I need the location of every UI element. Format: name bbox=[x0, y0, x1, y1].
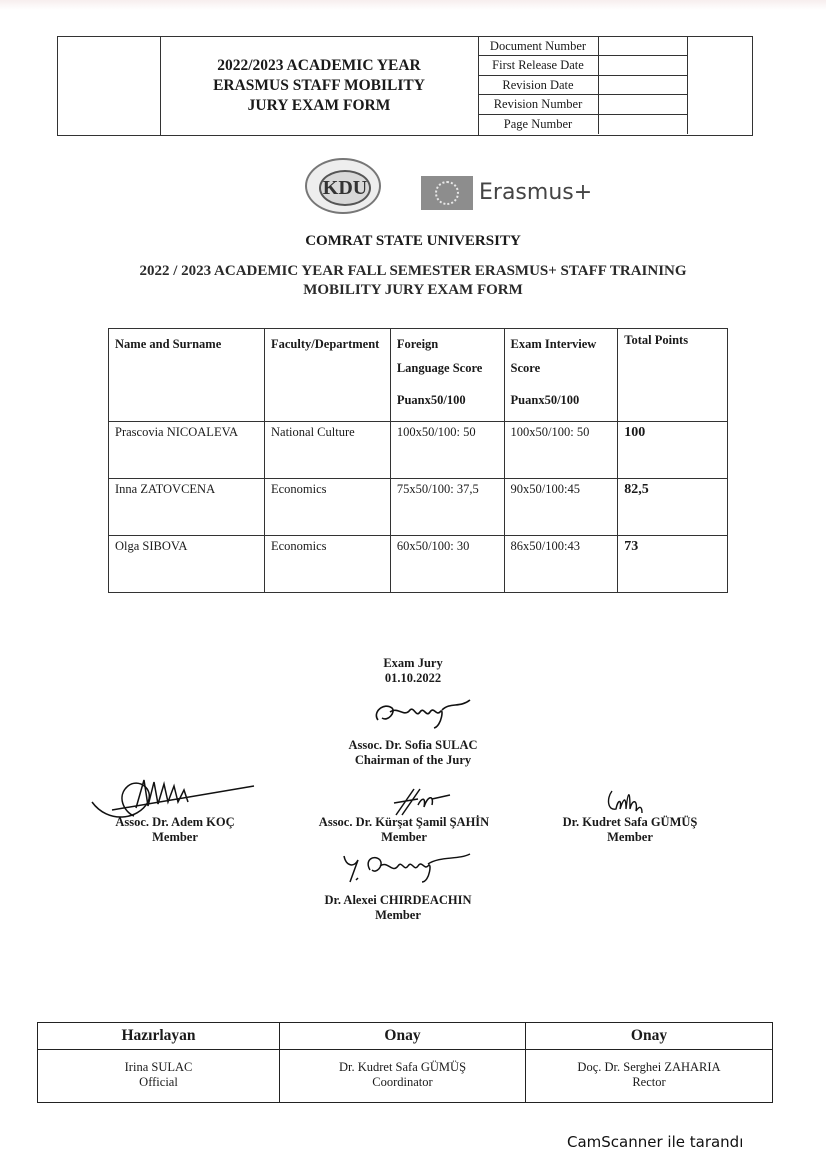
header-meta-table bbox=[478, 37, 688, 135]
header-title-line: JURY EXAM FORM bbox=[247, 97, 391, 114]
member-sahin-signature bbox=[392, 785, 452, 819]
subtitle-line: 2022 / 2023 ACADEMIC YEAR FALL SEMESTER ERASMUS+ STAFF TRAINING bbox=[139, 263, 687, 279]
approval-role: Rector bbox=[632, 1075, 666, 1089]
header-title-line: 2022/2023 ACADEMIC YEAR bbox=[217, 57, 421, 74]
logos-row bbox=[305, 158, 605, 218]
table-row bbox=[109, 536, 728, 593]
header-title-line: ERASMUS STAFF MOBILITY bbox=[213, 77, 425, 94]
cell-name: Prascovia NICOALEVA bbox=[109, 422, 265, 479]
table-row bbox=[109, 479, 728, 536]
jury-heading-block bbox=[313, 656, 513, 686]
meta-row-revision-date bbox=[478, 76, 688, 95]
university-name: COMRAT STATE UNIVERSITY bbox=[305, 233, 521, 249]
document-header bbox=[57, 36, 753, 136]
meta-row-document-number bbox=[478, 37, 688, 56]
member-name: Dr. Kudret Safa GÜMÜŞ bbox=[562, 815, 698, 829]
member-block-gumus bbox=[540, 815, 720, 845]
approval-column-coordinator bbox=[280, 1023, 526, 1102]
university-logo-monogram: KDU bbox=[319, 170, 371, 206]
col-header-department: Faculty/Department bbox=[265, 329, 391, 422]
cell-department: Economics bbox=[265, 479, 391, 536]
meta-label: Document Number bbox=[478, 37, 599, 55]
jury-heading: Exam Jury bbox=[383, 656, 443, 670]
cell-total: 100 bbox=[618, 422, 728, 479]
subtitle-line: MOBILITY JURY EXAM FORM bbox=[303, 282, 523, 298]
member-name: Assoc. Dr. Adem KOÇ bbox=[115, 815, 235, 829]
col-header-interview-score: Exam Interview Score Puanx50/100 bbox=[504, 329, 618, 422]
member-chirdeachin-signature bbox=[340, 848, 480, 884]
cell-interview: 90x50/100:45 bbox=[504, 479, 618, 536]
member-block-chirdeachin bbox=[300, 893, 496, 923]
meta-value bbox=[599, 115, 688, 134]
meta-value bbox=[599, 56, 688, 74]
cell-department: National Culture bbox=[265, 422, 391, 479]
camscanner-watermark: CamScanner ile tarandı bbox=[567, 1133, 744, 1151]
approval-role: Official bbox=[139, 1075, 178, 1089]
member-role: Member bbox=[607, 830, 653, 844]
meta-value bbox=[599, 76, 688, 94]
jury-date: 01.10.2022 bbox=[384, 671, 442, 685]
meta-label: Revision Date bbox=[478, 76, 599, 94]
table-row bbox=[109, 422, 728, 479]
scan-edge bbox=[0, 0, 826, 10]
approval-heading: Hazırlayan bbox=[38, 1023, 279, 1050]
col-header-name: Name and Surname bbox=[109, 329, 265, 422]
chairman-block bbox=[290, 738, 536, 768]
meta-row-page-number bbox=[478, 115, 688, 134]
cell-total: 73 bbox=[618, 536, 728, 593]
meta-value bbox=[599, 95, 688, 113]
member-block-sahin bbox=[296, 815, 512, 845]
cell-language: 100x50/100: 50 bbox=[390, 422, 504, 479]
meta-label: Revision Number bbox=[478, 95, 599, 113]
member-name: Dr. Alexei CHIRDEACHIN bbox=[324, 893, 472, 907]
member-name: Assoc. Dr. Kürşat Şamil ŞAHİN bbox=[318, 815, 490, 829]
cell-name: Olga SIBOVA bbox=[109, 536, 265, 593]
header-title bbox=[160, 37, 479, 135]
col-header-total: Total Points bbox=[618, 329, 728, 422]
meta-row-first-release-date bbox=[478, 56, 688, 75]
erasmus-logo-text: Erasmus+ bbox=[479, 180, 593, 205]
approval-role: Coordinator bbox=[372, 1075, 433, 1089]
member-role: Member bbox=[381, 830, 427, 844]
header-right-cell bbox=[688, 37, 752, 135]
meta-value bbox=[599, 37, 688, 55]
approval-name: Irina SULAC bbox=[124, 1060, 193, 1074]
meta-label: Page Number bbox=[478, 115, 599, 134]
cell-name: Inna ZATOVCENA bbox=[109, 479, 265, 536]
member-role: Member bbox=[152, 830, 198, 844]
cell-interview: 86x50/100:43 bbox=[504, 536, 618, 593]
cell-language: 60x50/100: 30 bbox=[390, 536, 504, 593]
approval-column-prepared bbox=[38, 1023, 280, 1102]
approval-heading: Onay bbox=[280, 1023, 525, 1050]
approval-table bbox=[37, 1022, 773, 1103]
scores-table bbox=[108, 328, 728, 593]
member-block-koc bbox=[80, 815, 270, 845]
table-header-row bbox=[109, 329, 728, 422]
meta-label: First Release Date bbox=[478, 56, 599, 74]
cell-total: 82,5 bbox=[618, 479, 728, 536]
approval-name: Dr. Kudret Safa GÜMÜŞ bbox=[338, 1060, 467, 1074]
cell-language: 75x50/100: 37,5 bbox=[390, 479, 504, 536]
university-logo bbox=[305, 158, 381, 214]
chairman-name: Assoc. Dr. Sofia SULAC bbox=[348, 738, 478, 752]
member-role: Member bbox=[375, 908, 421, 922]
chairman-signature bbox=[370, 692, 480, 732]
cell-department: Economics bbox=[265, 536, 391, 593]
meta-row-revision-number bbox=[478, 95, 688, 114]
cell-interview: 100x50/100: 50 bbox=[504, 422, 618, 479]
approval-column-rector bbox=[526, 1023, 772, 1102]
header-logo-cell bbox=[58, 37, 161, 135]
col-header-language-score: Foreign Language Score Puanx50/100 bbox=[390, 329, 504, 422]
approval-name: Doç. Dr. Serghei ZAHARIA bbox=[577, 1060, 721, 1074]
approval-heading: Onay bbox=[526, 1023, 772, 1050]
chairman-role: Chairman of the Jury bbox=[354, 753, 472, 767]
eu-flag-icon bbox=[421, 176, 473, 210]
member-gumus-signature bbox=[604, 785, 644, 815]
form-subtitle bbox=[80, 262, 746, 300]
